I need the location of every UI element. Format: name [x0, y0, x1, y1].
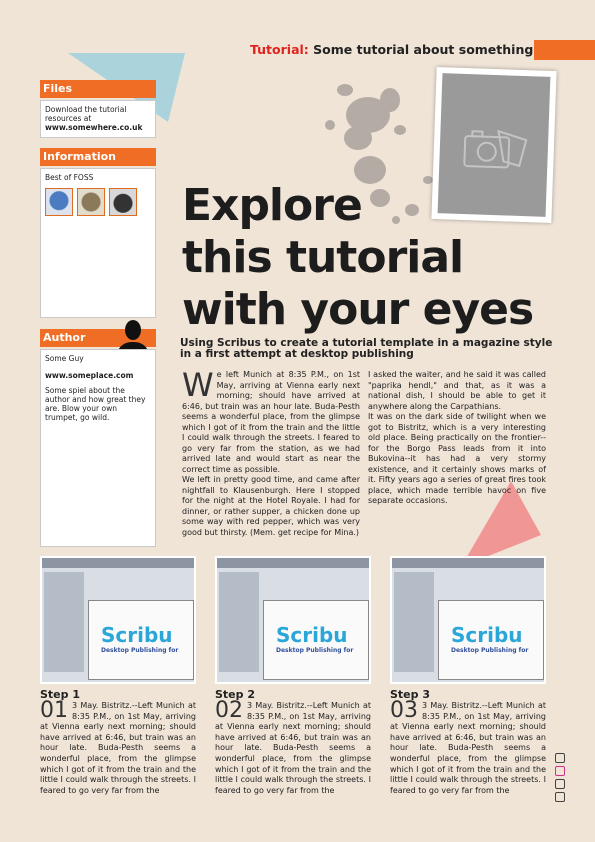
step-2-text: 3 May. Bistritz.--Left Munich at 8:35 P.M., on 1st May, arriving at Vienna early next morning; should have arrived at 6:46, but train was an hour late. Buda-Pesth seems a wonderful place, from the glimpse which I got of it from the train and the little I could walk through the streets. I feared to go very far from the [215, 701, 371, 795]
column-2-text: I asked the waiter, and he said it was called "paprika hendl," and that, as it was a national dish, I should be able to get it anywhere along the Carpathians. [368, 370, 546, 411]
author-bio: Some spiel about the author and how great they are. Blow your own trumpet, go wild. [45, 386, 146, 422]
gimp-icon [77, 188, 105, 216]
drop-cap: W [182, 366, 214, 404]
title-line-2: this tutorial [182, 232, 464, 283]
title-line-3: with your eyes [182, 284, 534, 335]
checkbox[interactable] [555, 779, 565, 789]
files-box [40, 100, 156, 138]
column-1-text: e left Munich at 8:35 P.M., on 1st May, arriving at Vienna early next morning; should have arrived at 6:46, but train was an hour late. Buda-Pesth seems a wonderful place, from the glimpse which I got of it from the train and the little I could walk through the streets. I feared to go very far from the station, as we had arrived late and would start as near the correct time as possible. [182, 370, 360, 474]
step-2-number: 02 [215, 698, 243, 723]
author-box [40, 349, 156, 547]
inkscape-icon [45, 188, 73, 216]
article-title [182, 180, 533, 336]
checkbox[interactable] [555, 792, 565, 802]
checkbox-group [555, 753, 565, 805]
header-accent-tab [534, 40, 595, 60]
step-1 [40, 688, 196, 802]
checkbox[interactable] [555, 766, 565, 776]
files-heading: Files [40, 80, 156, 98]
camera-icon [459, 124, 531, 176]
step-1-title: Step 1 [40, 688, 80, 701]
step-1-screenshot [40, 556, 196, 684]
screenshot-tagline: Desktop Publishing for [101, 647, 179, 654]
information-text: Best of FOSS [45, 173, 94, 182]
checkbox[interactable] [555, 753, 565, 763]
step-2 [215, 688, 371, 802]
information-heading: Information [40, 148, 156, 166]
step-2-screenshot [215, 556, 371, 684]
files-link[interactable]: www.somewhere.co.uk [45, 123, 143, 132]
header-lead: Tutorial: [250, 42, 309, 57]
scribus-icon [109, 188, 137, 216]
step-3-text: 3 May. Bistritz.--Left Munich at 8:35 P.M., on 1st May, arriving at Vienna early next morning; should have arrived at 6:46, but train was an hour late. Buda-Pesth seems a wonderful place, from the glimpse which I got of it from the train and the little I could walk through the streets. I feared to go very far from the [390, 701, 546, 795]
article-subtitle: Using Scribus to create a tutorial template in a magazine style in a first attempt at desktop publishing [180, 337, 553, 360]
column-2-text-b: It was on the dark side of twilight when we got to Bistritz, which is a very interesting old place. Being practically on the frontier--for the Borgo Pass leads from it into Bukovina--it has had a very stormy existence, and it certainly shows marks of it. Fifty years ago a series of great fires took place, which made terrible havoc on five separate occasions. [368, 412, 546, 505]
screenshot-logo: Scribu [451, 623, 523, 647]
step-3-screenshot [390, 556, 546, 684]
information-box [40, 168, 156, 318]
article-column-2 [368, 370, 546, 507]
screenshot-logo: Scribu [101, 623, 173, 647]
screenshot-logo: Scribu [276, 623, 348, 647]
step-2-title: Step 2 [215, 688, 255, 701]
column-1-text-b: We left in pretty good time, and came after nightfall to Klausenburgh. Here I stopped for the night at the Hotel Royale. I had for dinner, or rather supper, a chicken done up some way with red pepper, which was very good but thirsty. (Mem. get recipe for Mina.) [182, 475, 360, 537]
step-3-number: 03 [390, 698, 418, 723]
title-line-1: Explore [182, 180, 362, 231]
step-1-number: 01 [40, 698, 68, 723]
step-1-text: 3 May. Bistritz.--Left Munich at 8:35 P.M., on 1st May, arriving at Vienna early next morning; should have arrived at 6:46, but train was an hour late. Buda-Pesth seems a wonderful place, from the glimpse which I got of it from the train and the little I could walk through the streets. I feared to go very far from the [40, 701, 196, 795]
header-line [250, 42, 532, 57]
step-3-title: Step 3 [390, 688, 430, 701]
screenshot-tagline: Desktop Publishing for [276, 647, 354, 654]
step-3 [390, 688, 546, 802]
files-text: Download the tutorial resources at [45, 105, 127, 123]
author-heading: Author [40, 329, 156, 347]
author-name: Some Guy [45, 354, 84, 363]
screenshot-tagline: Desktop Publishing for [451, 647, 529, 654]
author-link[interactable]: www.someplace.com [45, 371, 134, 380]
foss-icons [45, 188, 151, 216]
header-title: Some tutorial about something [313, 42, 534, 57]
article-column-1 [182, 366, 360, 538]
